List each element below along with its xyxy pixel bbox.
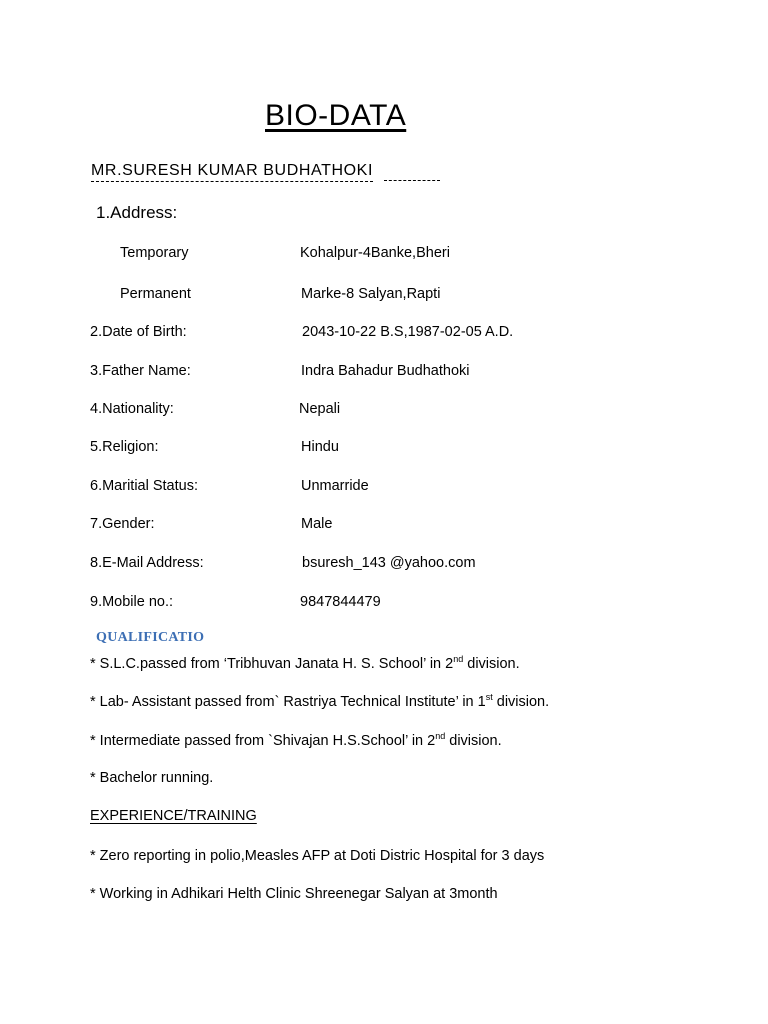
gender-label: 7.Gender: <box>90 516 155 532</box>
email-value: bsuresh_143 @yahoo.com <box>302 555 476 571</box>
qualification-item-intermediate <box>90 733 502 749</box>
mobile-value: 9847844479 <box>300 594 381 610</box>
nationality-label: 4.Nationality: <box>90 401 174 417</box>
permanent-address-value: Marke-8 Salyan,Rapti <box>301 286 441 302</box>
qualification-text-end: division. <box>492 694 550 710</box>
mobile-label: 9.Mobile no.: <box>90 594 174 610</box>
permanent-address-label: Permanent <box>120 286 191 302</box>
religion-value: Hindu <box>301 439 339 455</box>
experience-heading: EXPERIENCE/TRAINING <box>90 808 257 824</box>
qualification-heading: QUALIFICATIO <box>96 630 205 645</box>
qualification-text: * Intermediate passed from `Shivajan H.S.School’ in 2 <box>90 733 436 749</box>
qualification-text: * Lab- Assistant passed from` Rastriya Technical Institute’ in 1 <box>90 694 486 710</box>
document-title: BIO-DATA <box>265 99 407 132</box>
experience-item-zero-reporting: * Zero reporting in polio,Measles AFP at Doti Distric Hospital for 3 days <box>90 848 545 864</box>
ordinal-suffix: st <box>485 692 493 703</box>
temporary-address-label: Temporary <box>120 245 189 261</box>
ordinal-suffix: nd <box>435 731 446 742</box>
marital-status-value: Unmarride <box>301 478 369 494</box>
marital-status-label: 6.Maritial Status: <box>90 478 198 494</box>
religion-label: 5.Religion: <box>90 439 159 455</box>
gender-value: Male <box>301 516 333 532</box>
qualification-text-end: division. <box>445 733 502 749</box>
name-underline-extension <box>384 180 440 181</box>
father-name-label: 3.Father Name: <box>90 363 191 379</box>
qualification-text-end: division. <box>463 656 520 672</box>
nationality-value: Nepali <box>299 401 341 417</box>
address-heading: 1.Address: <box>96 203 178 222</box>
dob-value: 2043-10-22 B.S,1987-02-05 A.D. <box>302 324 514 340</box>
temporary-address-value: Kohalpur-4Banke,Bheri <box>300 245 450 261</box>
candidate-name: MR.SURESH KUMAR BUDHATHOKI <box>91 162 373 182</box>
qualification-item-lab-assistant <box>90 694 549 710</box>
experience-item-clinic: * Working in Adhikari Helth Clinic Shreenegar Salyan at 3month <box>90 886 498 902</box>
qualification-item-bachelor <box>90 770 213 786</box>
dob-label: 2.Date of Birth: <box>90 324 187 340</box>
email-label: 8.E-Mail Address: <box>90 555 204 571</box>
father-name-value: Indra Bahadur Budhathoki <box>301 363 470 379</box>
qualification-text: * Bachelor running. <box>90 770 214 786</box>
qualification-item-slc <box>90 656 520 672</box>
ordinal-suffix: nd <box>453 654 464 665</box>
qualification-text: * S.L.C.passed from ‘Tribhuvan Janata H. S. School’ in 2 <box>90 656 454 672</box>
